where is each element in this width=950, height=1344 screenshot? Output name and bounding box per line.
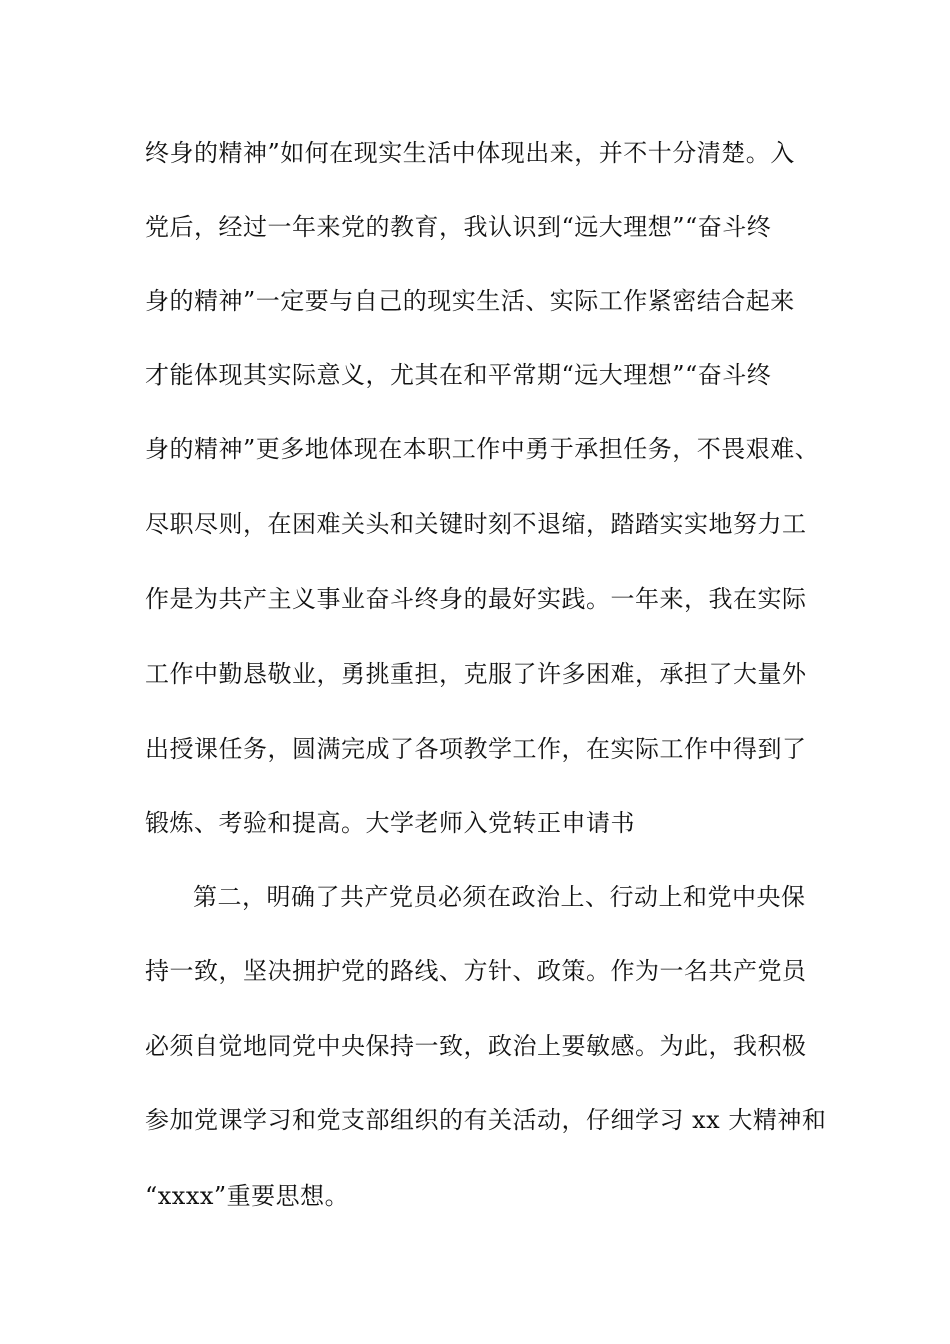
text-line: 出授课任务，圆满完成了各项教学工作，在实际工作中得到了 [145,735,807,763]
text-line: 持一致，坚决拥护党的路线、方针、政策。作为一名共产党员 [145,957,807,985]
text-line: 作是为共产主义事业奋斗终身的最好实践。一年来，我在实际 [145,585,807,613]
text-line: 终身的精神”如何在现实生活中体现出来，并不十分清楚。入 [145,139,795,167]
text-line: 工作中勤恳敬业，勇挑重担，克服了许多困难，承担了大量外 [145,660,807,688]
text-line: 身的精神”一定要与自己的现实生活、实际工作紧密结合起来 [145,287,795,315]
text-line: 锻炼、考验和提高。大学老师入党转正申请书 [145,809,635,837]
text-line: 参加党课学习和党支部组织的有关活动，仔细学习 xx 大精神和 [145,1106,827,1134]
text-line: 尽职尽则，在困难关头和关键时刻不退缩，踏踏实实地努力工 [145,510,807,538]
text-line: “xxxx”重要思想。 [145,1182,350,1210]
text-line: 党后，经过一年来党的教育，我认识到“远大理想”“奋斗终 [145,213,772,241]
text-line: 必须自觉地同党中央保持一致，政治上要敏感。为此，我积极 [145,1032,807,1060]
text-line: 才能体现其实际意义，尤其在和平常期“远大理想”“奋斗终 [145,361,772,389]
text-line: 身的精神”更多地体现在本职工作中勇于承担任务，不畏艰难、 [145,435,820,463]
paragraph-first-line: 第二，明确了共产党员必须在政治上、行动上和党中央保 [193,883,806,911]
